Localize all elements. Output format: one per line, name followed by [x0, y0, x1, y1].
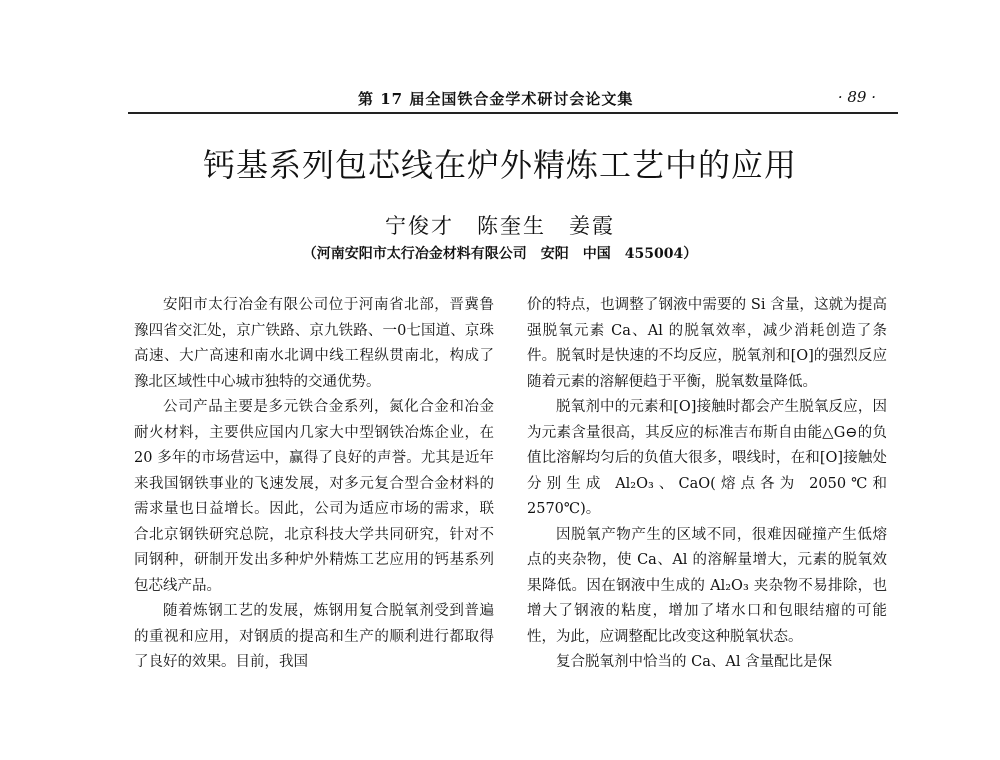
body-column-right: [527, 293, 887, 676]
page-number: · 89 ·: [837, 88, 876, 106]
body-column-left: [134, 293, 494, 676]
paragraph: 随着炼钢工艺的发展，炼钢用复合脱氧剂受到普遍的重视和应用，对钢质的提高和生产的顺利进行都取得了良好的效果。目前，我国: [134, 603, 494, 670]
paragraph: 公司产品主要是多元铁合金系列，氮化合金和冶金耐火材料，主要供应国内几家大中型钢铁冶炼企业，在 20 多年的市场营运中，赢得了良好的声誉。尤其是近年来我国钢铁事业的飞速发展，对多元复合型合金材料的需求量也日益增长。因此，公司为适应市场的需求，联合北京钢铁研究总院，北京科技大学共同研究，针对不同钢种，研制开发出多种炉外精炼工艺应用的钙基系列包芯线产品。: [134, 399, 494, 594]
paragraph: 价的特点，也调整了钢液中需要的 Si 含量，这就为提高强脱氧元素 Ca、Al 的脱氧效率，减少消耗创造了条件。脱氧时是快速的不均反应，脱氧剂和[O]的强烈反应随着元素的溶解便趋于平衡，脱氧数量降低。: [527, 297, 887, 390]
paragraph: 因脱氧产物产生的区域不同，很难因碰撞产生低熔点的夹杂物，使 Ca、Al 的溶解量增大，元素的脱氧效果降低。因在钢液中生成的 Al₂O₃ 夹杂物不易排除，也增大了钢液的粘度，增加了堵水口和包眼结瘤的可能性，为此，应调整配比改变这种脱氧状态。: [527, 526, 887, 645]
proceedings-title: 第 17 届全国铁合金学术研讨会论文集: [358, 90, 634, 108]
paper-title: 钙基系列包芯线在炉外精炼工艺中的应用: [202, 146, 797, 184]
paragraph: 安阳市太行冶金有限公司位于河南省北部，晋冀鲁豫四省交汇处，京广铁路、京九铁路、一0七国道、京珠高速、大广高速和南水北调中线工程纵贯南北，构成了豫北区域性中心城市独特的交通优势。: [134, 297, 494, 390]
header-rule: [128, 112, 898, 114]
author-affiliation: （河南安阳市太行冶金材料有限公司 安阳 中国 455004）: [302, 246, 698, 262]
paragraph: 脱氧剂中的元素和[O]接触时都会产生脱氧反应，因为元素含量很高，其反应的标准吉布斯自由能△G⊖的负值比溶解均匀后的负值大很多，喂线时，在和[O]接触处分别生成 Al₂O₃、CaO(熔点各为 2050℃和 2570℃)。: [527, 399, 887, 517]
running-header: [128, 86, 898, 112]
author-list: 宁俊才 陈奎生 姜霞: [385, 214, 615, 238]
paragraph: 复合脱氧剂中恰当的 Ca、Al 含量配比是保: [556, 654, 833, 670]
